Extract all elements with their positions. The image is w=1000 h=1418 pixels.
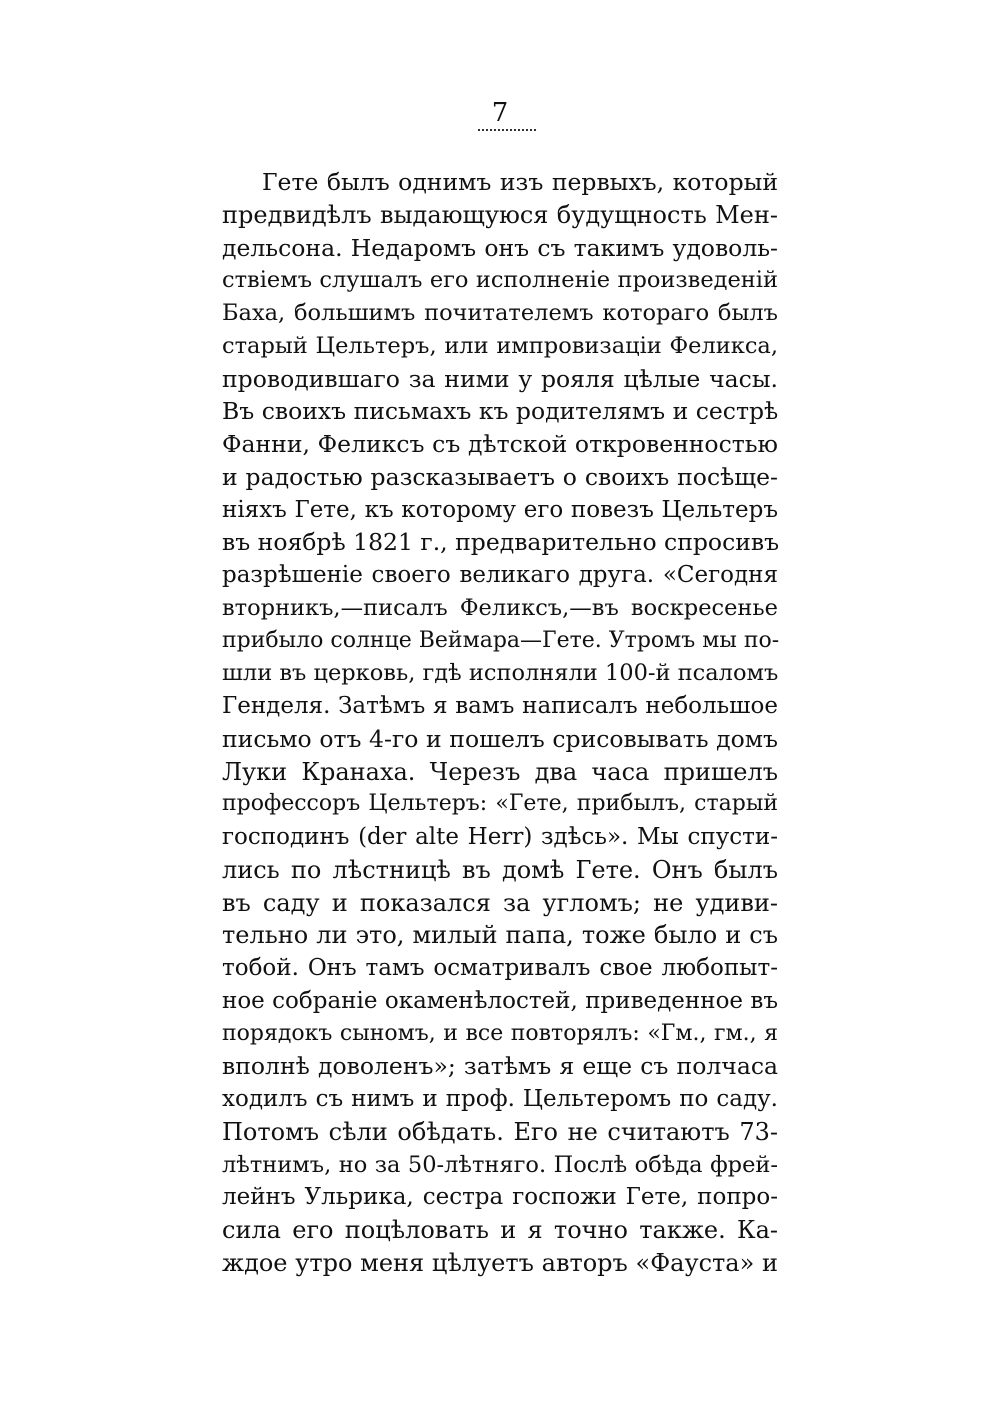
text-line: старый Цельтеръ, или импровизаціи Феликса, (222, 332, 778, 359)
text-line: вторникъ,—писалъ Феликсъ,—въ воскресенье (222, 594, 778, 621)
text-line: ждое утро меня цѣлуетъ авторъ «Фауста» и (222, 1248, 778, 1277)
text-line: разрѣшеніе своего великаго друга. «Сегодня (222, 562, 778, 588)
text-line: господинъ (der alte Herr) здѣсь». Мы спусти- (222, 824, 778, 850)
text-line: ное собраніе окаменѣлостей, приведенное въ (222, 987, 778, 1014)
text-line: тельно ли это, милый папа, тоже было и съ (222, 921, 778, 950)
text-line: ствіемъ слушалъ его исполненіе произведеній (222, 267, 778, 294)
text-line: лѣтнимъ, но за 50-лѣтняго. Послѣ обѣда фрей- (222, 1151, 778, 1178)
text-line: порядокъ сыномъ, и все повторялъ: «Гм., гм., я (222, 1020, 778, 1046)
text-line: проводившаго за ними у рояля цѣлые часы. (222, 364, 778, 393)
text-line: Генделя. Затѣмъ я вамъ написалъ небольшое (222, 693, 778, 719)
text-line: профессоръ Цельтеръ: «Гете, прибылъ, старый (222, 791, 778, 817)
text-line: сила его поцѣловать и я точно также. Ка- (222, 1216, 778, 1244)
text-line: тобой. Онъ тамъ осматривалъ свое любопыт- (222, 955, 778, 981)
text-line: шли въ церковь, гдѣ исполняли 100-й псаломъ (222, 660, 779, 687)
text-line: Фанни, Феликсъ съ дѣтской откровенностью (222, 430, 778, 458)
page-number-ornament (478, 129, 536, 131)
text-line: дельсона. Недаромъ онъ съ такимъ удоволь- (222, 233, 778, 262)
text-line: лейнъ Ульрика, сестра госпожи Гете, попро- (222, 1184, 778, 1211)
text-line: Потомъ сѣли обѣдать. Его не считаютъ 73- (222, 1117, 778, 1146)
text-line: ніяхъ Гете, къ которому его повезъ Цельтеръ (222, 496, 778, 523)
text-line: и радостью разсказываетъ о своихъ посѣще- (222, 462, 778, 491)
page-number: 7 (491, 98, 509, 128)
text-line: въ саду и показался за угломъ; не удиви- (222, 888, 778, 917)
text-line: Въ своихъ письмахъ къ родителямъ и сестрѣ (222, 397, 779, 426)
text-line: письмо отъ 4-го и пошелъ срисовывать домъ (222, 724, 778, 753)
text-line: вполнѣ доволенъ»; затѣмъ я еще съ полчаса (222, 1052, 778, 1081)
body-text (222, 166, 778, 1280)
text-line: Баха, большимъ почитателемъ котораго былъ (222, 300, 778, 326)
text-line: Луки Кранаха. Черезъ два часа пришелъ (222, 757, 778, 786)
text-line: въ ноябрѣ 1821 г., предварительно спросивъ (222, 528, 780, 557)
text-line: Гете былъ однимъ изъ первыхъ, который (262, 168, 778, 196)
text-line: предвидѣлъ выдающуюся будущность Мен- (222, 200, 778, 229)
text-line: ходилъ съ нимъ и проф. Цельтеромъ по саду. (222, 1086, 778, 1112)
text-line: лись по лѣстницѣ въ домѣ Гете. Онъ былъ (222, 855, 778, 884)
text-line: прибыло солнце Веймара—Гете. Утромъ мы по- (222, 627, 780, 653)
